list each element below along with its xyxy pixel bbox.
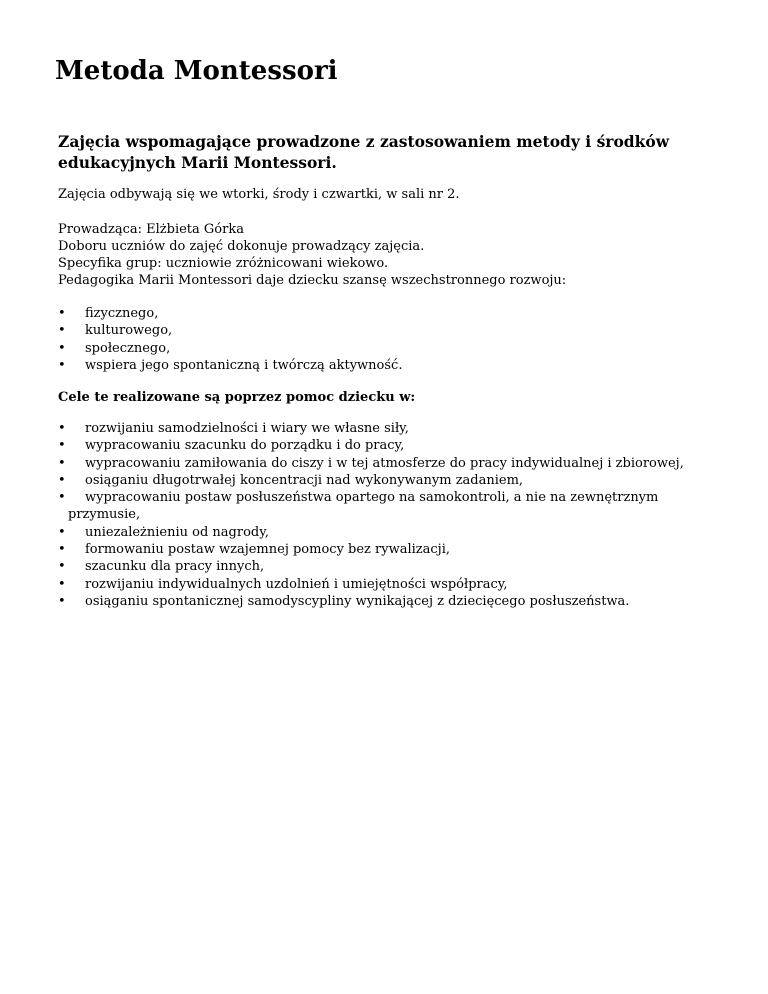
bullet-icon: • [58,455,66,471]
list-item [58,472,738,489]
bullet-icon: • [58,421,66,436]
list-item [58,558,738,575]
list-item-text: wspiera jego spontaniczną i twórczą aktywność. [85,357,403,373]
page-title: Metoda Montessori [55,56,338,86]
list-item [58,541,738,558]
bullet-icon: • [58,559,66,575]
info-line-selection: Doboru uczniów do zajęć dokonuje prowadzący zajęcia. [58,239,425,254]
list-item [58,593,738,610]
bullet-icon: • [58,438,66,454]
list-item-text: kulturowego, [85,323,173,339]
list-item-continuation: przymusie, [68,507,141,523]
bullet-icon: • [58,593,66,609]
list-item [58,437,738,454]
info-line-pedagogy: Pedagogika Marii Montessori daje dziecku szansę wszechstronnego rozwoju: [58,273,567,288]
list-item-text: formowaniu postaw wzajemnej pomocy bez rywalizacji, [85,542,450,558]
list-item [58,322,738,339]
bullet-icon: • [58,542,66,558]
list-item [58,357,738,374]
schedule-text: Zajęcia odbywają się we wtorki, środy i czwartki, w sali nr 2. [58,187,460,202]
list-item [58,305,738,322]
list-item-text: społecznego, [85,340,171,356]
goals-heading: Cele te realizowane są poprzez pomoc dziecku w: [58,390,416,405]
bullet-icon: • [58,576,66,592]
info-line-instructor: Prowadząca: Elżbieta Górka [58,222,244,237]
list-item [58,489,738,524]
bullet-icon: • [58,340,66,356]
info-line-groups: Specyfika grup: uczniowie zróżnicowani wiekowo. [58,256,389,271]
list-item-text: fizycznego, [85,306,159,321]
list-item [58,340,738,357]
goals-list [58,420,738,610]
list-item-text: osiąganiu długotrwałej koncentracji nad wykonywanym zadaniem, [85,472,524,488]
list-item-text: wypracowaniu postaw posłuszeństwa opartego na samokontroli, a nie na zewnętrznym [85,490,659,506]
list-item-text: wypracowaniu zamiłowania do ciszy i w tej atmosferze do pracy indywidualnej i zbiorowej, [85,455,684,471]
bullet-icon: • [58,524,66,540]
bullet-icon: • [58,306,66,321]
development-list [58,305,738,374]
list-item-text: rozwijaniu indywidualnych uzdolnień i umiejętności współpracy, [85,576,508,592]
bullet-icon: • [58,490,66,506]
list-item-text: wypracowaniu szacunku do porządku i do pracy, [85,438,405,454]
document-subtitle: Zajęcia wspomagające prowadzone z zastosowaniem metody i środków edukacyjnych Marii Montessori. [58,132,670,172]
bullet-icon: • [58,472,66,488]
list-item-text: osiąganiu spontanicznej samodyscypliny wynikającej z dziecięcego posłuszeństwa. [85,593,630,609]
list-item [58,455,738,472]
list-item-text: rozwijaniu samodzielności i wiary we własne siły, [85,421,409,436]
list-item-text: uniezależnieniu od nagrody, [85,524,269,540]
list-item [58,524,738,541]
list-item-text: szacunku dla pracy innych, [85,559,265,575]
bullet-icon: • [58,357,66,373]
list-item [58,420,738,437]
list-item [58,576,738,593]
bullet-icon: • [58,323,66,339]
